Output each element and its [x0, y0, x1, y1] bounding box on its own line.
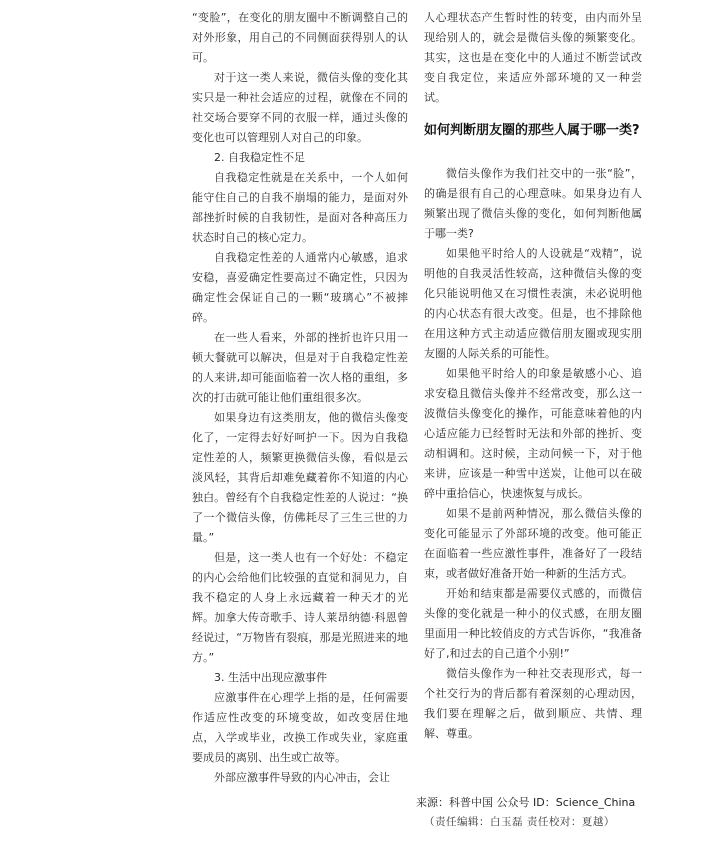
left-column [192, 8, 408, 788]
paragraph: 如果他平时给人的人设就是“戏精”，说明他的自我灵活性较高，这种微信头像的变化只能说明他又在习惯性表演，未必说明他的内心状态有很大改变。但是，也不排除他在用这种方式主动适应微信朋友圈或现实朋友圈的人际关系的可能性。 [424, 247, 642, 360]
subheading: 2. 自我稳定性不足 [214, 151, 305, 164]
right-column [424, 8, 642, 744]
paragraph: 自我稳定性就是在关系中，一个人如何能守住自己的自我不崩塌的能力，是面对外部挫折时候的自我韧性，是面对各种高压力状态时自己的核心定力。 [192, 171, 408, 244]
editor-credit: （责任编辑：白玉磊 责任校对：夏越） [424, 816, 615, 828]
paragraph: 如果他平时给人的印象是敏感小心、追求安稳且微信头像并不经常改变，那么这一波微信头像变化的操作，可能意味着他的内心适应能力已经暂时无法和外部的挫折、变动相调和。这时候，主动问候一下，对于他来讲，应该是一种雪中送炭，让他可以在破碎中重拾信心，快速恢复与成长。 [424, 367, 642, 500]
paragraph: 对于这一类人来说，微信头像的变化其实只是一种社会适应的过程，就像在不同的社交场合要穿不同的衣服一样，通过头像的变化也可以管理别人对自己的印象。 [192, 71, 408, 144]
paragraph: 应激事件在心理学上指的是，任何需要作适应性改变的环境变故，如改变居住地点，入学或毕业，改换工作或失业，家庭重要成员的离别、出生或亡故等。 [192, 691, 408, 764]
paragraph: 自我稳定性差的人通常内心敏感，追求安稳，喜爱确定性要高过不确定性，只因为确定性会保证自己的一颗“玻璃心”不被摔碎。 [192, 251, 408, 324]
paragraph: 如果身边有这类朋友，他的微信头像变化了，一定得去好好呵护一下。因为自我稳定性差的人，频繁更换微信头像，看似是云淡风轻，其背后却难免藏着你不知道的内心独白。曾经有个自我稳定性差的人说过：“换了一个微信头像，仿佛耗尽了三生三世的力量。” [192, 411, 408, 544]
paragraph: 外部应激事件导致的内心冲击，会让 [214, 771, 390, 784]
source-line: 来源：科普中国 公众号 ID：Science_China [416, 796, 636, 809]
paragraph: 人心理状态产生暂时性的转变，由内而外呈现给别人的，就会是微信头像的频繁变化。其实，这也是在变化中的人通过不断尝试改变自我定位，来适应外部环境的又一种尝试。 [424, 11, 642, 104]
paragraph: 在一些人看来，外部的挫折也许只用一顿大餐就可以解决，但是对于自我稳定性差的人来讲,却可能面临着一次人格的重组，多次的打击就可能让他们重组很多次。 [192, 331, 408, 404]
section-heading: 如何判断朋友圈的那些人属于哪一类? [424, 123, 640, 138]
paragraph: 微信头像作为一种社交表现形式，每一个社交行为的背后都有着深刻的心理动因，我们要在理解之后，做到顺应、共情、理解、尊重。 [424, 667, 642, 740]
paragraph: “变脸”，在变化的朋友圈中不断调整自己的对外形象，用自己的不同侧面获得别人的认可。 [192, 11, 408, 64]
paragraph: 微信头像作为我们社交中的一张“脸”，的确是很有自己的心理意味。如果身边有人频繁出现了微信头像的变化，如何判断他属于哪一类? [424, 167, 642, 240]
paragraph: 但是，这一类人也有一个好处：不稳定的内心会给他们比较强的直觉和洞见力，自我不稳定的人身上永远藏着一种天才的光辉。加拿大传奇歌手、诗人莱昂纳德·科恩曾经说过，“万物皆有裂痕，那是光照进来的地方。” [192, 551, 408, 664]
subheading: 3. 生活中出现应激事件 [214, 671, 327, 684]
paragraph: 开始和结束都是需要仪式感的，而微信头像的变化就是一种小的仪式感，在朋友圈里面用一种比较俏皮的方式告诉你，“我准备好了,和过去的自己道个小别!” [424, 587, 642, 660]
paragraph: 如果不是前两种情况，那么微信头像的变化可能显示了外部环境的改变。他可能正在面临着一些应激性事件，准备好了一段结束，或者做好准备开始一种新的生活方式。 [424, 507, 642, 580]
